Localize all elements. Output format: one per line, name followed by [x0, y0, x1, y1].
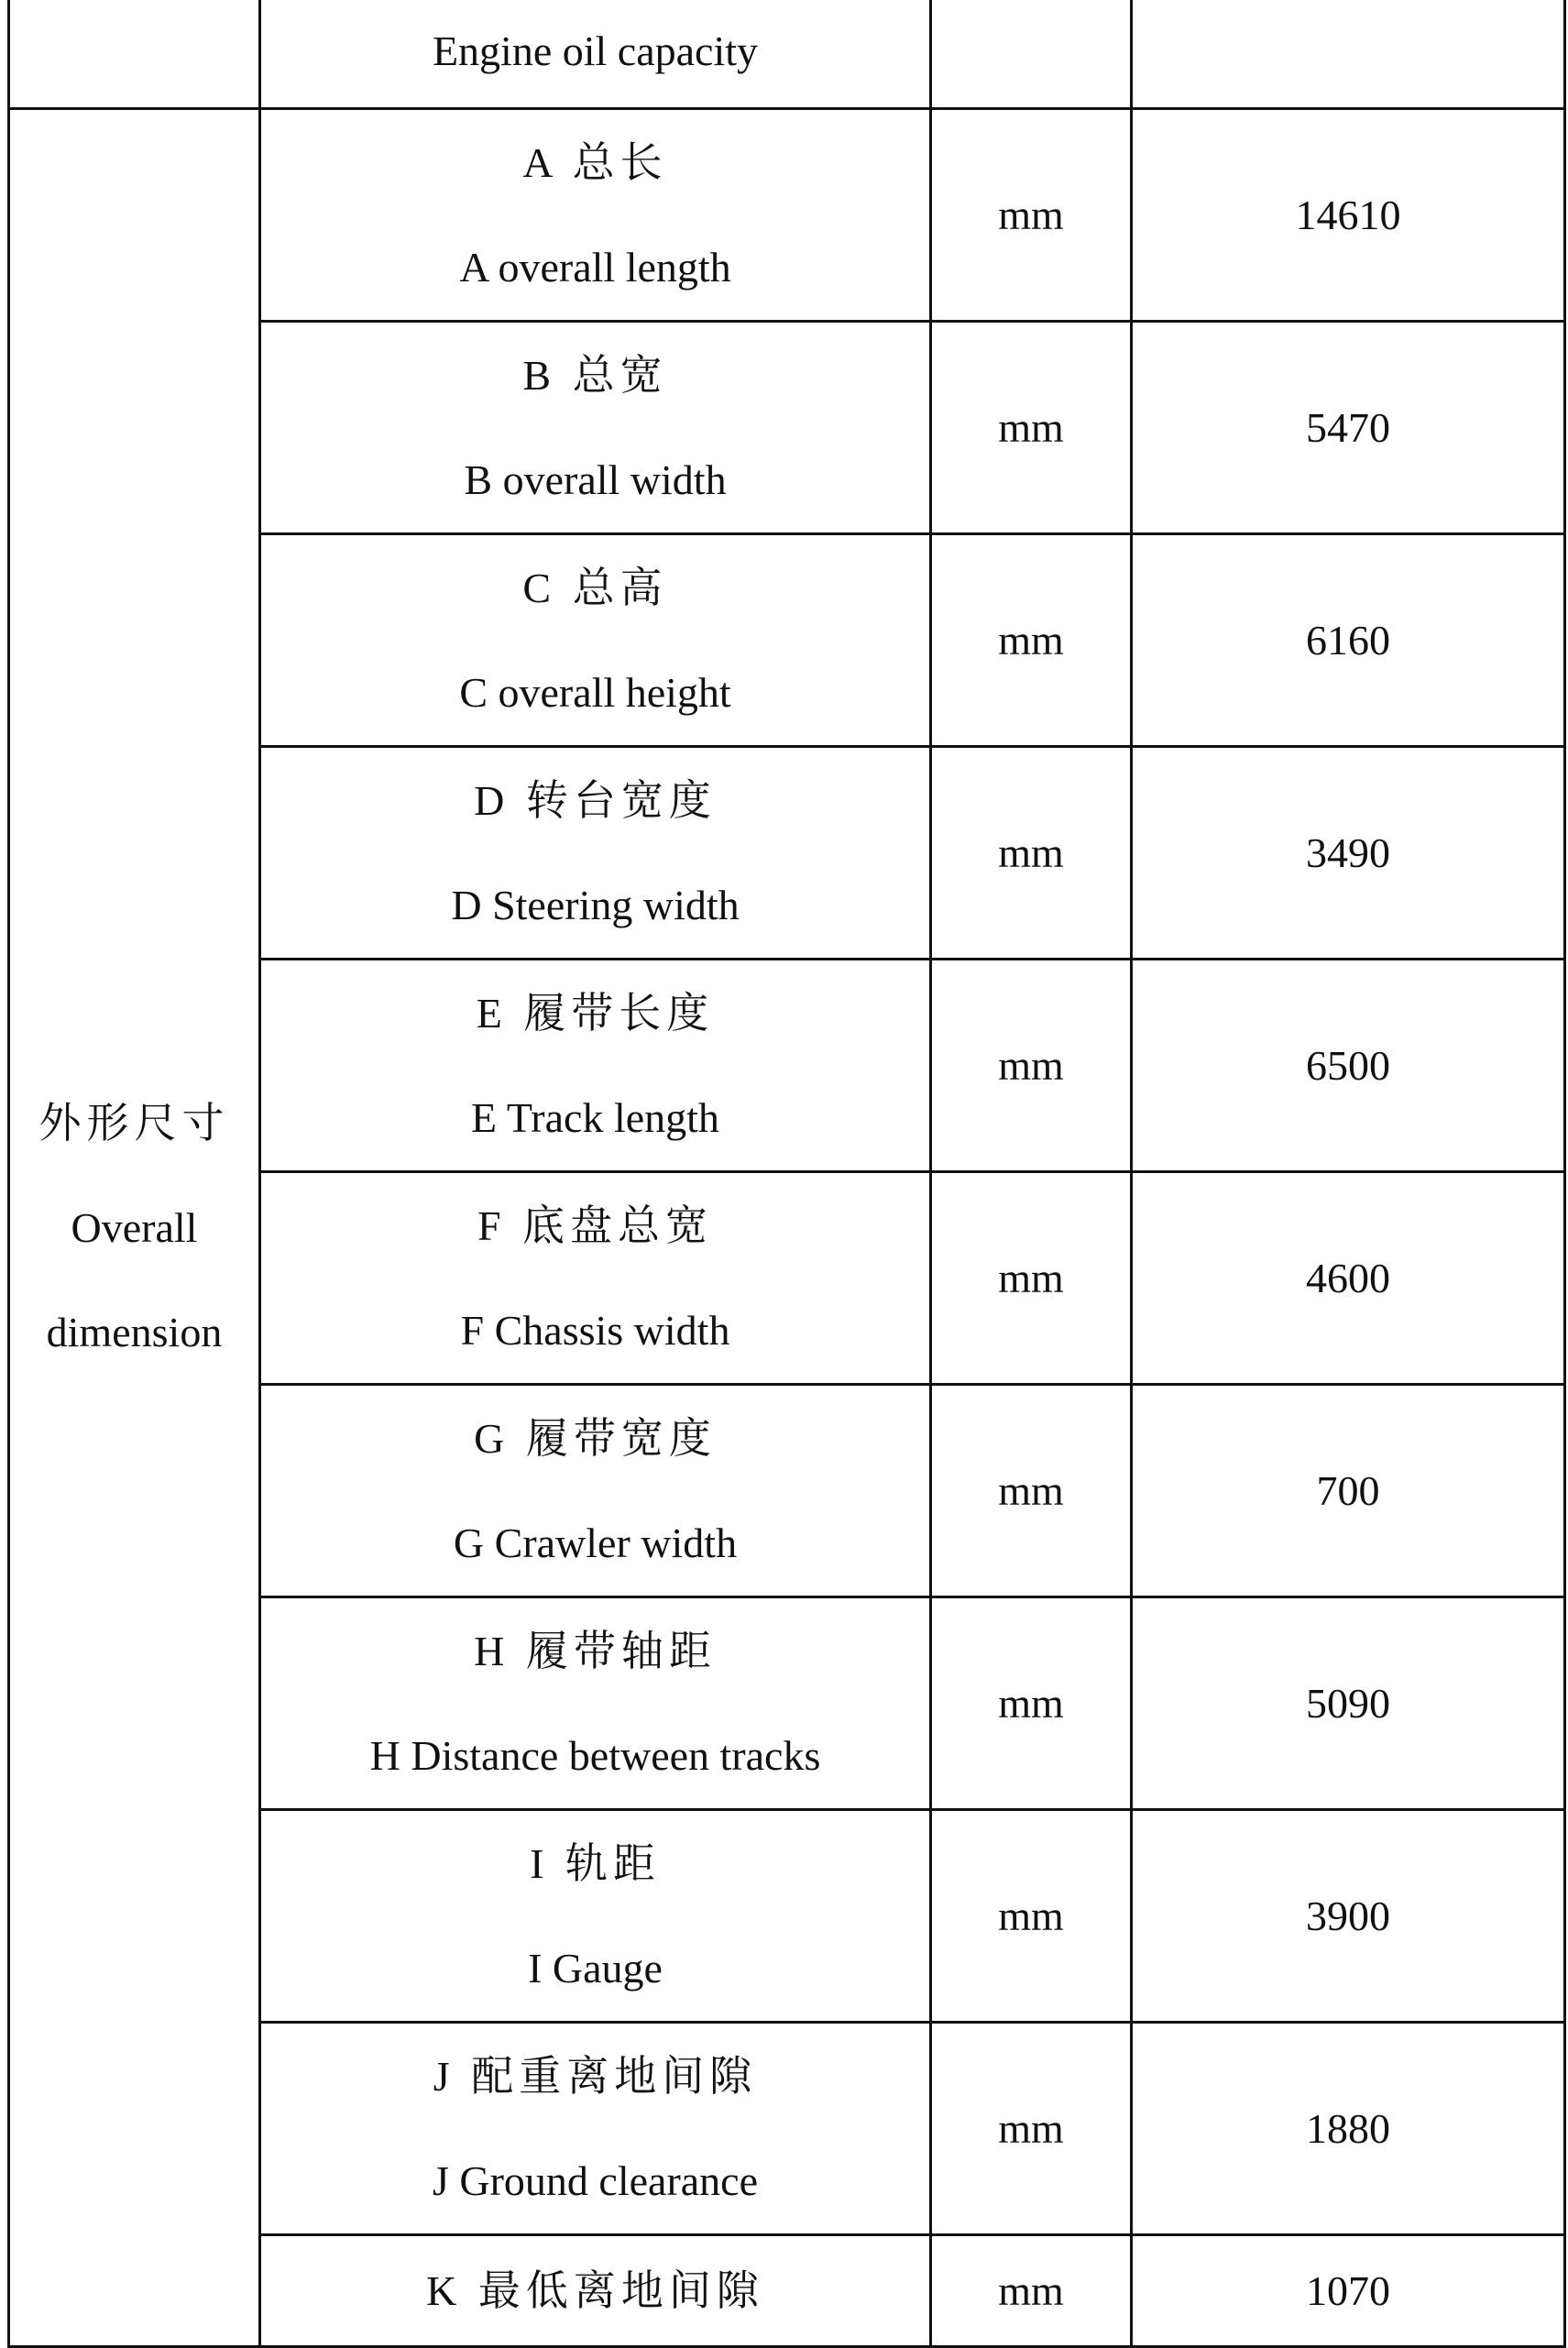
item-label-cn: E 履带长度 [476, 989, 715, 1037]
unit-cell: mm [931, 1385, 1132, 1597]
value-cell: 14610 [1132, 109, 1565, 322]
item-cell [260, 2235, 931, 2347]
value-cell: 5090 [1132, 1597, 1565, 1810]
item-label-en: H Distance between tracks [369, 1731, 821, 1779]
item-cell [260, 1810, 931, 2023]
item-label-en: D Steering width [451, 881, 740, 928]
item-label-cn: C 总高 [522, 564, 668, 611]
value-cell: 1880 [1132, 2023, 1565, 2235]
value-cell: 3900 [1132, 1810, 1565, 2023]
value-cell: 3490 [1132, 747, 1565, 960]
unit-cell: mm [931, 1810, 1132, 2023]
value-cell: 4600 [1132, 1172, 1565, 1385]
unit-cell: mm [931, 2023, 1132, 2235]
table-row-engine-oil [9, 0, 1565, 109]
group-cell-overall-dimension [9, 109, 260, 2347]
item-cell [260, 1172, 931, 1385]
item-cell [260, 0, 931, 109]
item-label-cn: D 转台宽度 [474, 776, 717, 824]
group-label-en-2: dimension [46, 1308, 223, 1355]
item-label-cn: H 履带轴距 [474, 1627, 717, 1674]
item-label-en: I Gauge [528, 1944, 663, 1991]
item-label-en: C overall height [459, 668, 731, 716]
unit-cell: mm [931, 1597, 1132, 1810]
item-label-en: Engine oil capacity [432, 27, 759, 74]
value-cell: 700 [1132, 1385, 1565, 1597]
unit-cell: mm [931, 534, 1132, 747]
unit-cell: mm [931, 109, 1132, 322]
value-cell: 6160 [1132, 534, 1565, 747]
item-label-en: G Crawler width [453, 1519, 738, 1566]
item-cell [260, 534, 931, 747]
item-cell [260, 1597, 931, 1810]
item-cell [260, 747, 931, 960]
item-cell [260, 322, 931, 534]
item-label-cn: J 配重离地间隙 [433, 2052, 758, 2100]
item-cell [260, 1385, 931, 1597]
value-cell: 1070 [1132, 2235, 1565, 2347]
value-cell: 6500 [1132, 960, 1565, 1172]
value-cell: 5470 [1132, 322, 1565, 534]
unit-cell [931, 0, 1132, 109]
item-cell [260, 2023, 931, 2235]
item-label-cn: F 底盘总宽 [477, 1201, 714, 1249]
unit-cell: mm [931, 2235, 1132, 2347]
item-label-cn: A 总长 [522, 138, 668, 186]
item-label-cn: K 最低离地间隙 [426, 2266, 764, 2314]
item-label-en: A overall length [459, 243, 731, 291]
group-label-cn: 外形尺寸 [38, 1099, 230, 1147]
item-label-en: F Chassis width [460, 1306, 730, 1354]
item-label-cn: G 履带宽度 [474, 1414, 717, 1462]
unit-cell: mm [931, 1172, 1132, 1385]
item-cell [260, 109, 931, 322]
item-label-en: J Ground clearance [432, 2156, 759, 2204]
value-cell [1132, 0, 1565, 109]
unit-cell: mm [931, 747, 1132, 960]
item-label-en: E Track length [471, 1093, 719, 1141]
item-label-cn: B 总宽 [522, 351, 668, 399]
group-label-en-1: Overall [71, 1203, 198, 1251]
unit-cell: mm [931, 960, 1132, 1172]
group-cell-empty [9, 0, 260, 109]
table-row-a [9, 109, 1565, 322]
item-label-cn: I 轨距 [530, 1839, 661, 1887]
unit-cell: mm [931, 322, 1132, 534]
spec-table [7, 0, 1566, 2348]
item-label-en: B overall width [464, 455, 727, 503]
item-cell [260, 960, 931, 1172]
